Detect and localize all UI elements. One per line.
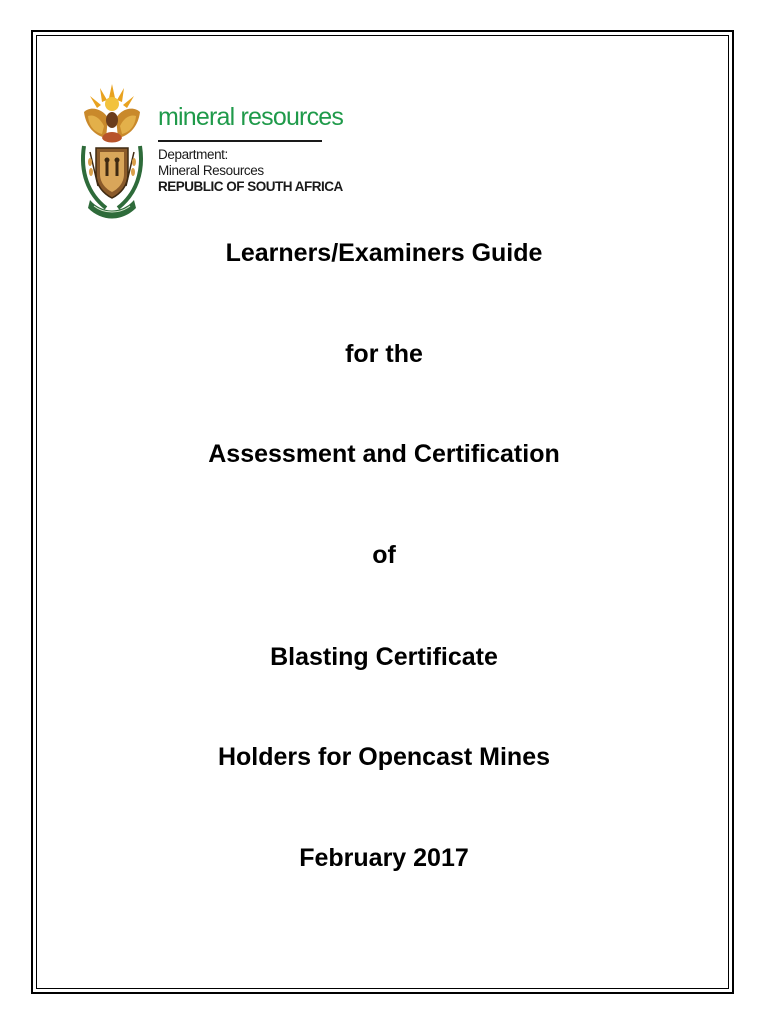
department-label: Department: xyxy=(158,147,228,162)
logo-text xyxy=(158,102,344,195)
brand-divider xyxy=(158,140,322,142)
coat-of-arms-icon xyxy=(76,82,148,222)
brand-name: mineral resources xyxy=(158,103,344,131)
title-line-3: Assessment and Certification xyxy=(208,440,560,468)
title-line-5: Blasting Certificate xyxy=(270,643,498,671)
title-line-6: Holders for Opencast Mines xyxy=(217,743,551,771)
title-line-4: of xyxy=(372,541,396,569)
title-line-1: Learners/Examiners Guide xyxy=(225,239,543,267)
department-logo xyxy=(76,80,344,224)
title-date: February 2017 xyxy=(299,844,469,872)
department-name: Mineral Resources xyxy=(158,163,264,178)
title-line-2: for the xyxy=(345,340,423,368)
country-name: REPUBLIC OF SOUTH AFRICA xyxy=(158,179,343,194)
